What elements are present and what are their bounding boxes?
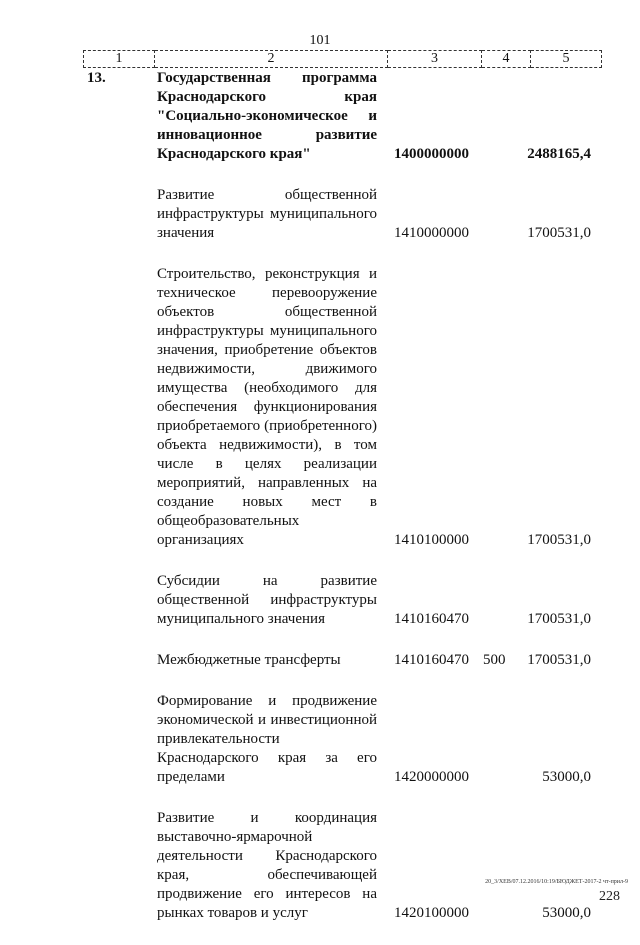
row-code: 1420100000 <box>394 905 469 921</box>
column-header-2: 2 <box>155 51 388 68</box>
table-row <box>0 651 640 670</box>
row-name: Строительство, реконструкция и техническое перевооружение объектов общественной инфраструктуры муниципального значения, приобретение объектов недвижимости, движимого имущества (необходимого для обеспечения функционирования приобретаемого (приобретенного) объекта недвижимости), в том числе в целях реализации мероприятий, направленных на создание новых мест в общеобразовательных организациях <box>157 266 377 548</box>
column-header-4: 4 <box>482 51 531 68</box>
row-sum: 53000,0 <box>542 769 591 785</box>
row-name: Развитие и координация выставочно-ярмарочной деятельности Краснодарского края, обеспечивающей продвижение его интересов на рынках товаров и услуг <box>157 810 377 921</box>
row-expense-type: 500 <box>483 652 506 668</box>
row-name: Развитие общественной инфраструктуры муниципального значения <box>157 187 377 241</box>
row-code: 1410000000 <box>394 225 469 241</box>
row-sum: 2488165,4 <box>527 146 591 162</box>
column-header-5: 5 <box>531 51 602 68</box>
row-sum: 53000,0 <box>542 905 591 921</box>
column-header-1: 1 <box>84 51 155 68</box>
row-code: 1410160470 <box>394 611 469 627</box>
table-row <box>0 69 640 164</box>
row-sum: 1700531,0 <box>527 225 591 241</box>
table-row <box>0 265 640 550</box>
table-header <box>83 50 602 68</box>
row-sum: 1700531,0 <box>527 611 591 627</box>
budget-rows <box>0 69 640 945</box>
footer-document-code: 20_3/ХЕВ/07.12.2016/10:19/БЮДЖЕТ-2017-2 чт-прил-9 <box>485 879 628 885</box>
table-row <box>0 692 640 787</box>
row-number: 13. <box>87 70 106 86</box>
table-row <box>0 186 640 243</box>
row-name: Государственная программа Краснодарского края "Социально-экономическое и инновационное развитие Краснодарского края" <box>157 70 377 162</box>
table-row <box>0 572 640 629</box>
page-number: 101 <box>309 33 331 48</box>
row-sum: 1700531,0 <box>527 532 591 548</box>
row-code: 1410100000 <box>394 532 469 548</box>
row-name: Межбюджетные трансферты <box>157 652 341 668</box>
bottom-page-number: 228 <box>599 889 620 904</box>
row-code: 1410160470 <box>394 652 469 668</box>
row-sum: 1700531,0 <box>527 652 591 668</box>
row-code: 1400000000 <box>394 146 469 162</box>
row-name: Субсидии на развитие общественной инфраструктуры муниципального значения <box>157 573 377 627</box>
table-row <box>0 809 640 923</box>
row-name: Формирование и продвижение экономической и инвестиционной привлекательности Краснодарского края за его пределами <box>157 693 377 785</box>
column-header-3: 3 <box>388 51 482 68</box>
row-code: 1420000000 <box>394 769 469 785</box>
